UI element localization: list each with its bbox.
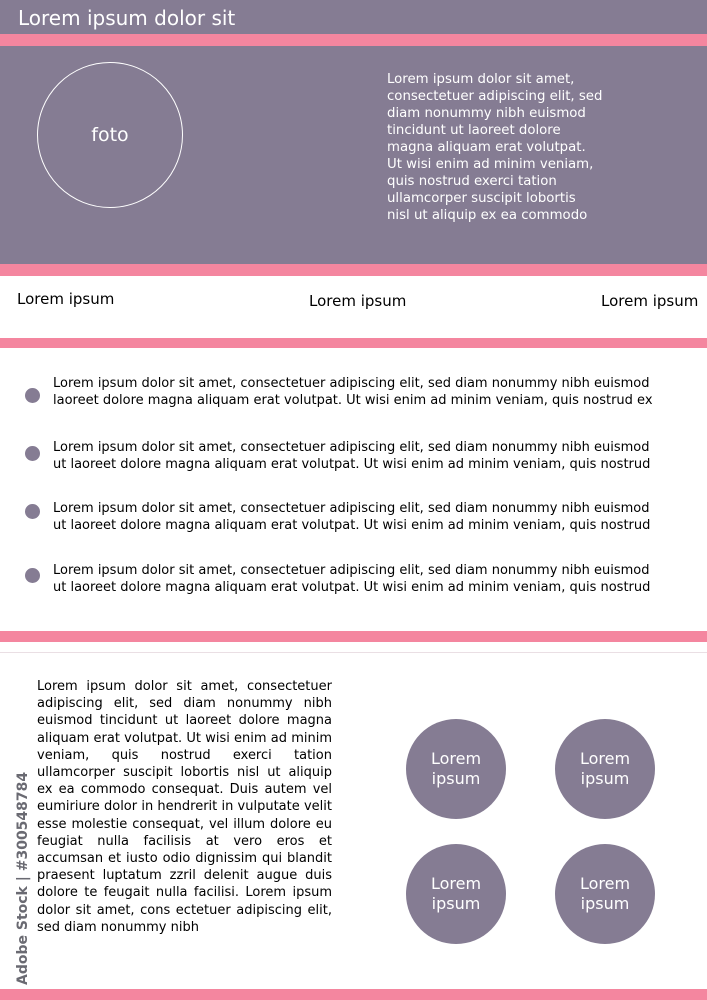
section-heading: Lorem ipsum xyxy=(17,290,115,308)
bullet-dot xyxy=(25,388,40,403)
photo-placeholder xyxy=(37,62,183,208)
bullet-line: Lorem ipsum dolor sit amet, consectetuer adipiscing elit, sed diam nonummy nibh euismod xyxy=(53,376,650,391)
info-circle xyxy=(555,844,655,944)
bullet-line: Lorem ipsum dolor sit amet, consectetuer adipiscing elit, sed diam nonummy nibh euismod xyxy=(53,440,650,455)
info-circle-label: Lorem ipsum xyxy=(579,874,631,913)
info-circle-label: Lorem ipsum xyxy=(579,749,631,788)
bullet-dot xyxy=(25,568,40,583)
bullet-line: ut laoreet dolore magna aliquam erat volutpat. Ut wisi enim ad minim veniam, quis nostrud xyxy=(53,457,651,472)
info-circle-label: Lorem ipsum xyxy=(430,749,482,788)
pink-divider xyxy=(0,338,707,348)
watermark-credit: Adobe Stock | #300548784 xyxy=(15,771,31,985)
pink-divider xyxy=(0,631,707,642)
section-heading: Lorem ipsum xyxy=(309,292,407,310)
bullet-line: ut laoreet dolore magna aliquam erat volutpat. Ut wisi enim ad minim veniam, quis nostrud xyxy=(53,580,651,595)
info-circle xyxy=(406,719,506,819)
hero-text: Lorem ipsum dolor sit amet, consectetuer adipiscing elit, sed diam nonummy nibh euismod tincidunt ut laoreet dolore magna aliquam erat volutpat. Ut wisi enim ad minim veniam, quis nostrud exerci tation ullamcorper suscipit lobortis nisl ut aliquip ex ea commodo xyxy=(387,72,603,223)
page-title: Lorem ipsum dolor sit xyxy=(18,6,236,30)
bullet-item xyxy=(53,439,707,473)
info-circle-label: Lorem ipsum xyxy=(430,874,482,913)
bullet-item xyxy=(53,375,707,409)
pink-divider xyxy=(0,264,707,276)
bullet-line: laoreet dolore magna aliquam erat volutpat. Ut wisi enim ad minim veniam, quis nostrud ex xyxy=(53,393,653,408)
photo-label: foto xyxy=(91,124,129,146)
bullet-item xyxy=(53,562,707,596)
pink-divider xyxy=(0,989,707,1000)
bullet-line: Lorem ipsum dolor sit amet, consectetuer adipiscing elit, sed diam nonummy nibh euismod xyxy=(53,563,650,578)
info-circle xyxy=(555,719,655,819)
bullet-dot xyxy=(25,504,40,519)
pink-divider xyxy=(0,34,707,46)
info-circle xyxy=(406,844,506,944)
divider-line xyxy=(0,652,707,653)
bullet-line: Lorem ipsum dolor sit amet, consectetuer adipiscing elit, sed diam nonummy nibh euismod xyxy=(53,501,650,516)
section-heading: Lorem ipsum xyxy=(601,292,699,310)
body-text: Lorem ipsum dolor sit amet, consectetuer adipiscing elit, sed diam nonummy nibh euismod tincidunt ut laoreet dolore magna aliquam erat volutpat. Ut wisi enim ad minim veniam, quis nostrud exerci tation ullamcorper suscipit lobortis nisl ut aliquip ex ea commodo consequat. Duis autem vel eumiriure dolor in hendrerit in vulputate velit esse molestie consequat, vel illum dolore eu feugiat nulla facilisis at vero eros et accumsan et iusto odio dignissim qui blandit praesent luptatum zzril delenit augue duis dolore te feugait nulla facilisi. Lorem ipsum dolor sit amet, cons ectetuer adipiscing elit, sed diam nonummy nibh xyxy=(37,679,332,935)
bullet-item xyxy=(53,500,707,534)
bullet-line: ut laoreet dolore magna aliquam erat volutpat. Ut wisi enim ad minim veniam, quis nostrud xyxy=(53,518,651,533)
bullet-dot xyxy=(25,446,40,461)
